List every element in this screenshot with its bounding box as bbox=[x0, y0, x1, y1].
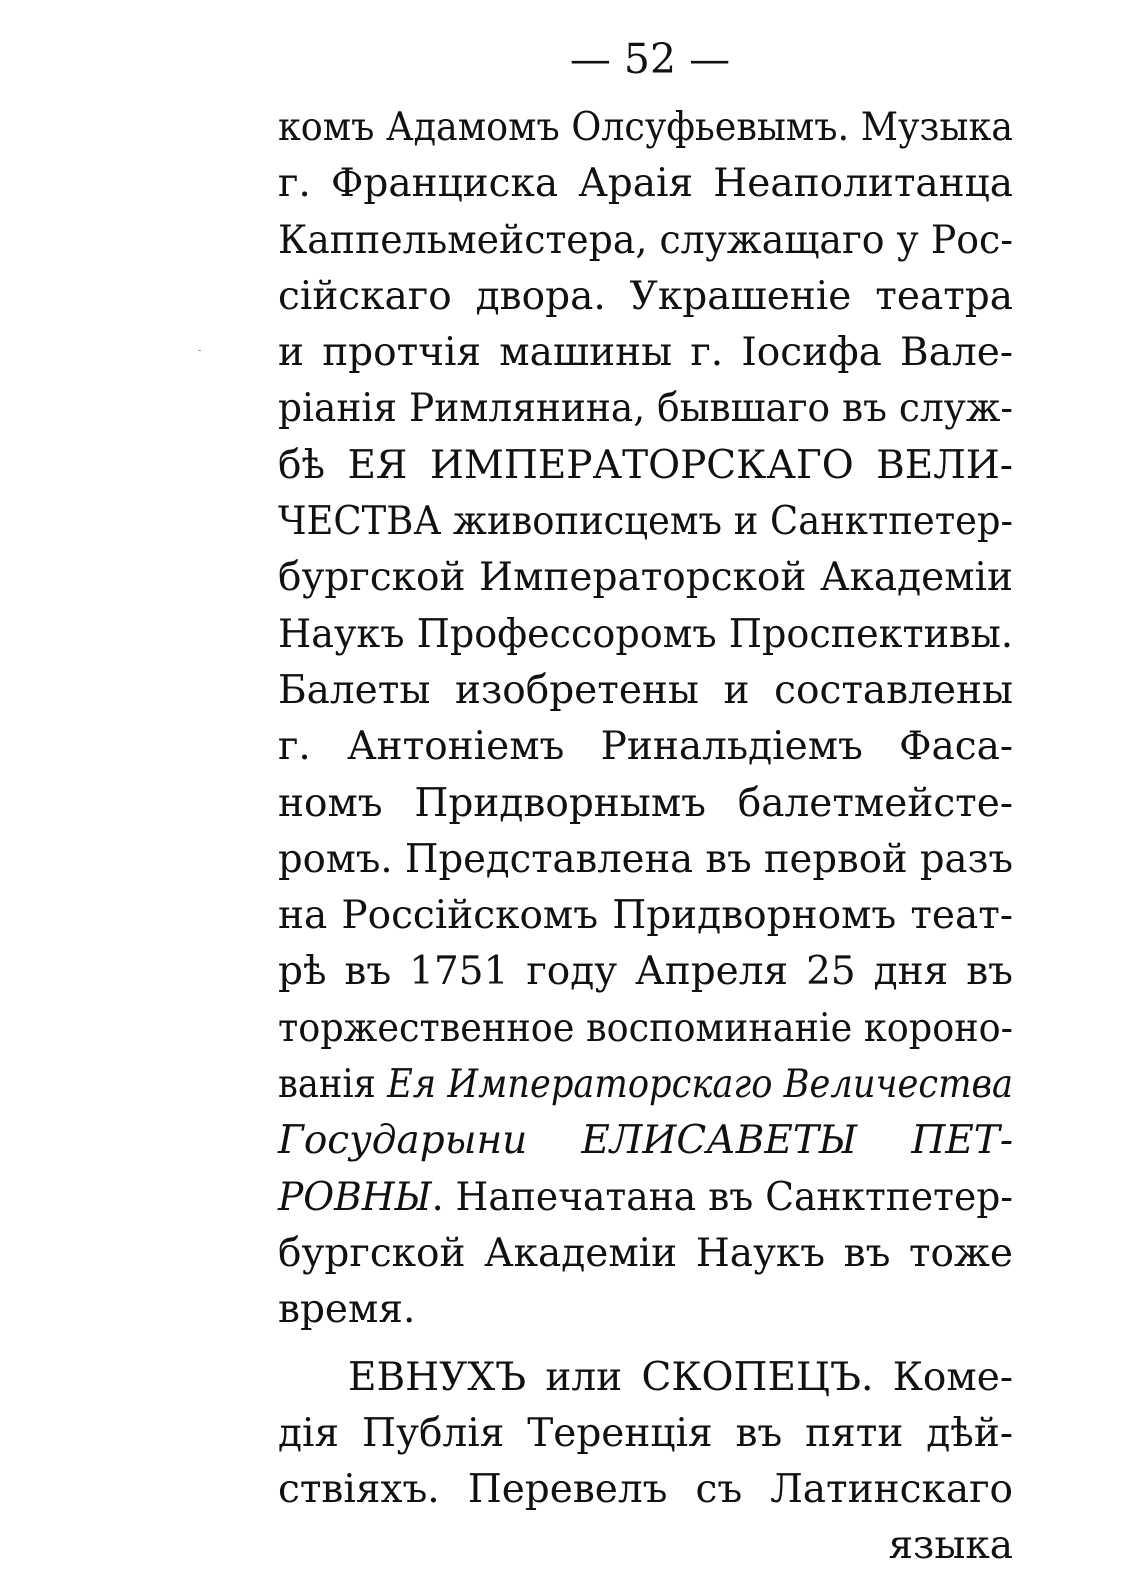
text-line: рѣ въ 1751 году Апреля 25 дня въ bbox=[278, 949, 1013, 995]
text-line: ЧЕСТВА живописцемъ и Санктпетер- bbox=[278, 499, 1014, 545]
text-run: ванія bbox=[278, 1062, 388, 1108]
text-line: номъ Придворнымъ балетмейсте- bbox=[278, 780, 1013, 826]
text-line: ЕВНУХЪ или СКОПЕЦЪ. Коме- bbox=[348, 1354, 1013, 1400]
text-line: бургской Академіи Наукъ въ тоже bbox=[278, 1230, 1013, 1276]
text-line: время. bbox=[278, 1287, 416, 1333]
text-line: ріанія Римлянина, бывшаго въ служ- bbox=[278, 386, 1014, 432]
text-line: комъ Адамомъ Олсуфьевымъ. Музыка bbox=[278, 105, 1014, 150]
page-number: — 52 — bbox=[569, 35, 731, 83]
paragraph-gap bbox=[278, 1339, 1013, 1350]
text-line bbox=[278, 1057, 1013, 1113]
text-line: сійскаго двора. Украшеніе театра bbox=[278, 273, 1013, 319]
text-line: Каппельмейстера, служащаго у Рос- bbox=[278, 217, 1013, 263]
text-line: бургской Императорской Академіи bbox=[278, 555, 1013, 601]
text-line: на Россійскомъ Придворномъ теат- bbox=[278, 893, 1013, 939]
text-line: Государыни ЕЛИСАВЕТЫ ПЕТ- bbox=[278, 1118, 1013, 1164]
text-line: дія Публія Теренція въ пяти дѣй- bbox=[278, 1410, 1013, 1456]
text-line: и протчія машины г. Іосифа Вале- bbox=[278, 330, 1013, 376]
body-text bbox=[278, 100, 1013, 1575]
text-line: ромъ. Представлена въ первой разъ bbox=[278, 836, 1013, 882]
text-line: торжественное воспоминаніе короно- bbox=[278, 1005, 1014, 1051]
text-line bbox=[278, 1170, 1013, 1226]
text-line: Балеты изобретены и составлены bbox=[278, 667, 1013, 713]
catchword: языка bbox=[888, 1523, 1013, 1569]
text-line: г. Антоніемъ Ринальдіемъ Фаса- bbox=[278, 724, 1013, 770]
text-run: . Напечатана въ Санктпетер- bbox=[431, 1174, 1014, 1220]
text-line: бѣ ЕЯ ИМПЕРАТОРСКАГО ВЕЛИ- bbox=[278, 442, 1013, 488]
paper-speck bbox=[198, 350, 201, 351]
text-line: ствіяхъ. Перевелъ съ Латинскаго bbox=[278, 1467, 1013, 1513]
italic-title: Ея Императорскаго Величества bbox=[387, 1062, 1014, 1108]
text-line: г. Франциска Араія Неаполитанца bbox=[278, 161, 1013, 207]
italic-title: РОВНЫ bbox=[278, 1174, 432, 1220]
text-line: Наукъ Профессоромъ Проспективы. bbox=[278, 611, 1013, 657]
